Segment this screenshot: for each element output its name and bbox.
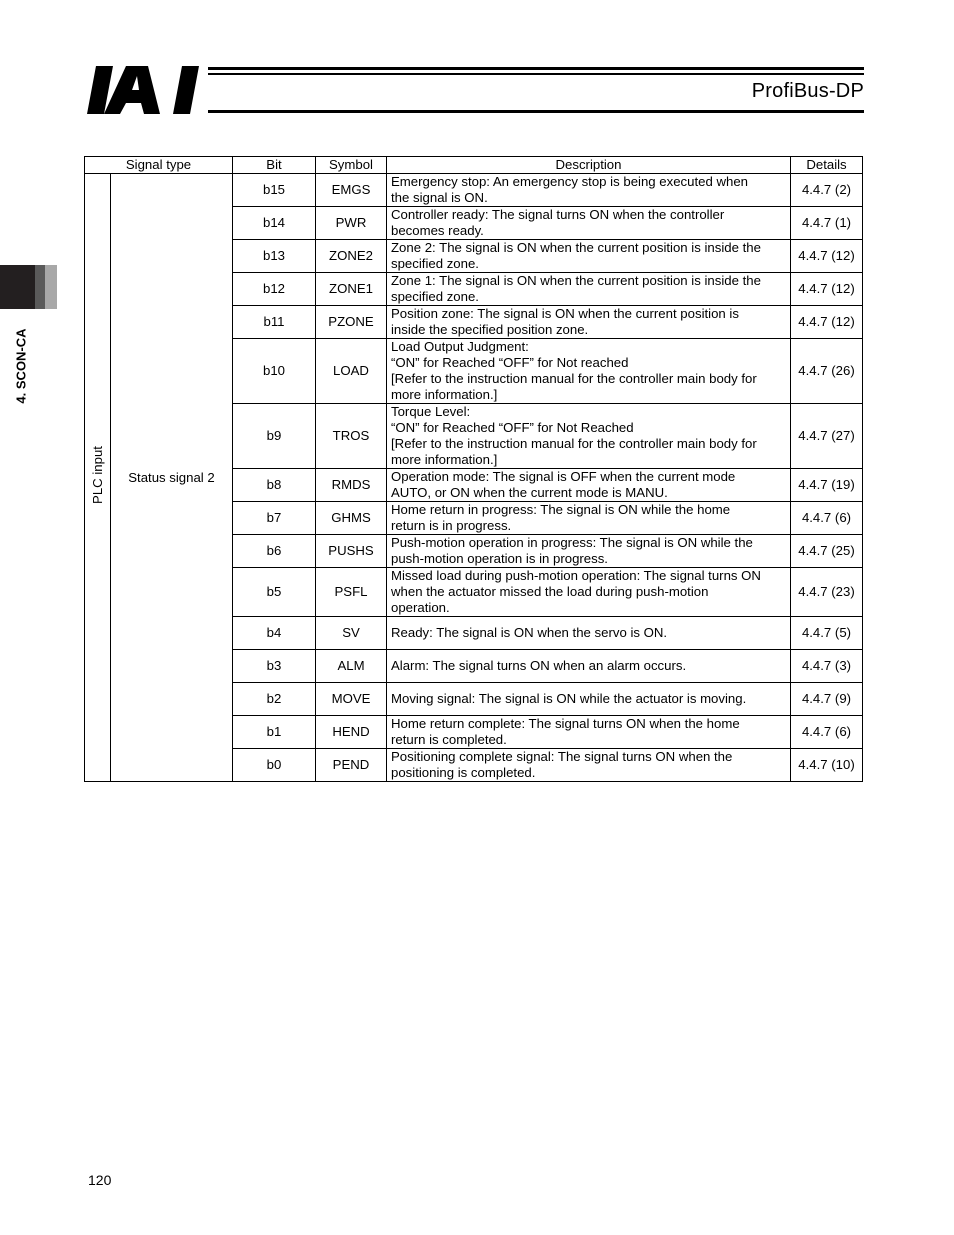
description-line: the signal is ON. xyxy=(391,190,488,205)
bit-cell: b0 xyxy=(233,749,316,782)
page-number: 120 xyxy=(88,1172,112,1188)
details-cell: 4.4.7 (25) xyxy=(791,535,863,568)
details-cell: 4.4.7 (6) xyxy=(791,716,863,749)
group-label: PLC input xyxy=(89,446,105,504)
details-cell: 4.4.7 (1) xyxy=(791,207,863,240)
description-cell xyxy=(387,174,791,207)
description-line: “ON” for Reached “OFF” for Not Reached xyxy=(391,420,634,435)
bit-cell: b14 xyxy=(233,207,316,240)
description-line: specified zone. xyxy=(391,289,479,304)
product-title: ProfiBus-DP xyxy=(751,80,864,102)
details-cell: 4.4.7 (12) xyxy=(791,306,863,339)
description-line: Home return complete: The signal turns ON when the home xyxy=(391,716,740,731)
bit-cell: b12 xyxy=(233,273,316,306)
chapter-tab-light xyxy=(45,265,57,309)
symbol-cell: RMDS xyxy=(316,469,387,502)
description-line: Alarm: The signal turns ON when an alarm occurs. xyxy=(391,658,687,673)
chapter-tab-mid xyxy=(35,265,45,309)
description-line: [Refer to the instruction manual for the controller main body for xyxy=(391,371,757,386)
description-line: Load Output Judgment: xyxy=(391,339,529,354)
details-cell: 4.4.7 (2) xyxy=(791,174,863,207)
symbol-cell: TROS xyxy=(316,404,387,469)
symbol-cell: PWR xyxy=(316,207,387,240)
description-line: AUTO, or ON when the current mode is MANU. xyxy=(391,485,668,500)
description-cell xyxy=(387,306,791,339)
header-signal-type: Signal type xyxy=(85,157,233,174)
description-line: Emergency stop: An emergency stop is being executed when xyxy=(391,174,749,189)
symbol-cell: EMGS xyxy=(316,174,387,207)
description-line: [Refer to the instruction manual for the controller main body for xyxy=(391,436,757,451)
table-row xyxy=(85,174,863,207)
description-line: Ready: The signal is ON when the servo is ON. xyxy=(391,625,668,640)
description-cell xyxy=(387,273,791,306)
description-line: specified zone. xyxy=(391,256,479,271)
description-line: “ON” for Reached “OFF” for Not reached xyxy=(391,355,629,370)
bit-cell: b2 xyxy=(233,683,316,716)
header-details: Details xyxy=(791,157,863,174)
details-cell: 4.4.7 (19) xyxy=(791,469,863,502)
description-line: more information.] xyxy=(391,387,498,402)
symbol-cell: MOVE xyxy=(316,683,387,716)
symbol-cell: PUSHS xyxy=(316,535,387,568)
description-cell xyxy=(387,617,791,650)
bit-cell: b7 xyxy=(233,502,316,535)
description-cell xyxy=(387,469,791,502)
details-cell: 4.4.7 (12) xyxy=(791,273,863,306)
bit-cell: b4 xyxy=(233,617,316,650)
description-cell xyxy=(387,683,791,716)
bit-cell: b15 xyxy=(233,174,316,207)
bit-cell: b3 xyxy=(233,650,316,683)
description-line: Push-motion operation in progress: The signal is ON while the xyxy=(391,535,753,550)
header-symbol: Symbol xyxy=(316,157,387,174)
description-cell xyxy=(387,650,791,683)
description-cell xyxy=(387,339,791,404)
description-line: Operation mode: The signal is OFF when the current mode xyxy=(391,469,736,484)
details-cell: 4.4.7 (23) xyxy=(791,568,863,617)
description-cell xyxy=(387,502,791,535)
bit-cell: b11 xyxy=(233,306,316,339)
description-cell xyxy=(387,716,791,749)
chapter-tab-dark xyxy=(0,265,35,309)
description-line: Zone 1: The signal is ON when the current position is inside the xyxy=(391,273,761,288)
header-bottom-rule xyxy=(208,110,864,113)
description-line: return is in progress. xyxy=(391,518,512,533)
description-cell xyxy=(387,240,791,273)
bit-cell: b5 xyxy=(233,568,316,617)
signal-label: Status signal 2 xyxy=(111,174,233,782)
description-line: Torque Level: xyxy=(391,404,471,419)
symbol-cell: PZONE xyxy=(316,306,387,339)
chapter-label: 4. SCON-CA xyxy=(13,328,29,404)
bit-cell: b6 xyxy=(233,535,316,568)
description-line: more information.] xyxy=(391,452,498,467)
status-signal-table xyxy=(84,156,863,782)
symbol-cell: HEND xyxy=(316,716,387,749)
bit-cell: b13 xyxy=(233,240,316,273)
details-cell: 4.4.7 (5) xyxy=(791,617,863,650)
bit-cell: b10 xyxy=(233,339,316,404)
symbol-cell: SV xyxy=(316,617,387,650)
description-line: Positioning complete signal: The signal turns ON when the xyxy=(391,749,733,764)
bit-cell: b9 xyxy=(233,404,316,469)
group-cell xyxy=(85,174,111,782)
details-cell: 4.4.7 (26) xyxy=(791,339,863,404)
description-line: inside the specified position zone. xyxy=(391,322,589,337)
description-line: Moving signal: The signal is ON while the actuator is moving. xyxy=(391,691,747,706)
description-cell xyxy=(387,404,791,469)
description-line: positioning is completed. xyxy=(391,765,536,780)
header-rule xyxy=(208,67,864,75)
symbol-cell: ZONE2 xyxy=(316,240,387,273)
description-line: Home return in progress: The signal is ON while the home xyxy=(391,502,731,517)
description-line: Zone 2: The signal is ON when the current position is inside the xyxy=(391,240,761,255)
details-cell: 4.4.7 (6) xyxy=(791,502,863,535)
description-line: Missed load during push-motion operation: The signal turns ON xyxy=(391,568,761,583)
description-cell xyxy=(387,568,791,617)
bit-cell: b8 xyxy=(233,469,316,502)
description-line: Controller ready: The signal turns ON when the controller xyxy=(391,207,725,222)
description-line: when the actuator missed the load during push-motion xyxy=(391,584,709,599)
description-cell xyxy=(387,535,791,568)
details-cell: 4.4.7 (10) xyxy=(791,749,863,782)
description-line: return is completed. xyxy=(391,732,507,747)
symbol-cell: PEND xyxy=(316,749,387,782)
description-line: push-motion operation is in progress. xyxy=(391,551,608,566)
symbol-cell: GHMS xyxy=(316,502,387,535)
description-line: operation. xyxy=(391,600,450,615)
bit-cell: b1 xyxy=(233,716,316,749)
description-cell xyxy=(387,207,791,240)
table-header-row xyxy=(85,157,863,174)
details-cell: 4.4.7 (9) xyxy=(791,683,863,716)
details-cell: 4.4.7 (12) xyxy=(791,240,863,273)
details-cell: 4.4.7 (27) xyxy=(791,404,863,469)
symbol-cell: LOAD xyxy=(316,339,387,404)
details-cell: 4.4.7 (3) xyxy=(791,650,863,683)
symbol-cell: PSFL xyxy=(316,568,387,617)
iai-logo xyxy=(86,66,206,114)
header-description: Description xyxy=(387,157,791,174)
symbol-cell: ZONE1 xyxy=(316,273,387,306)
description-cell xyxy=(387,749,791,782)
header-bit: Bit xyxy=(233,157,316,174)
description-line: becomes ready. xyxy=(391,223,484,238)
symbol-cell: ALM xyxy=(316,650,387,683)
description-line: Position zone: The signal is ON when the current position is xyxy=(391,306,739,321)
